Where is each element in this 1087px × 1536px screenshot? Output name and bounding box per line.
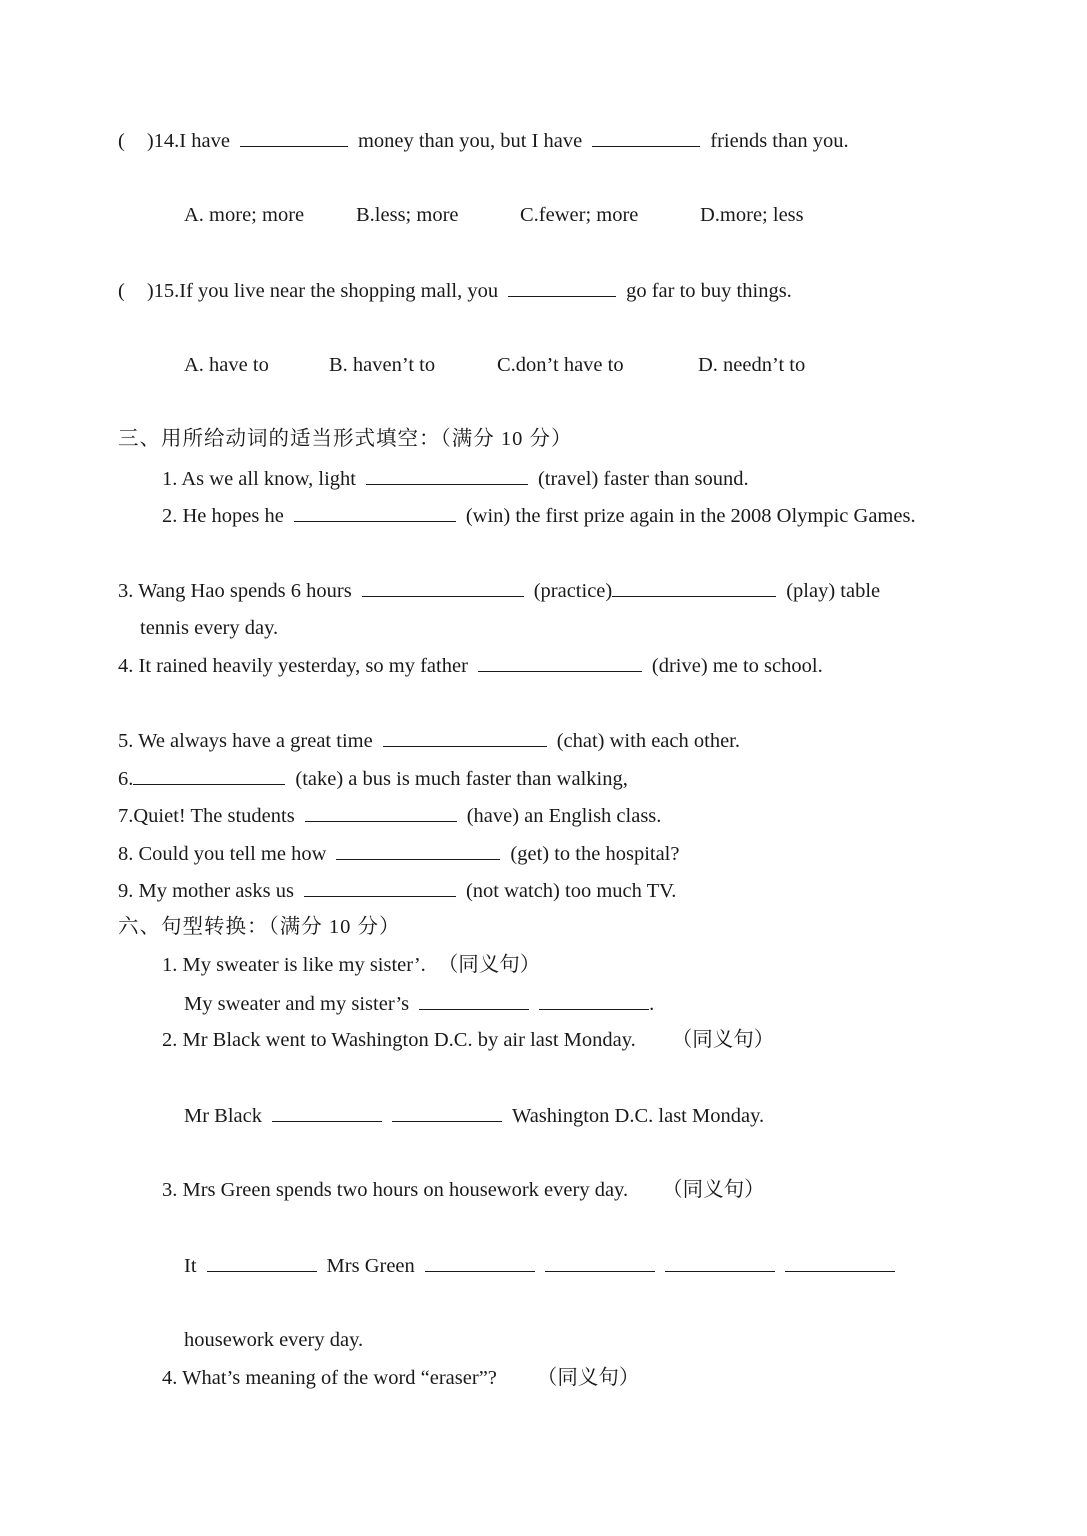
item-tag: （同义句） <box>662 1179 765 1201</box>
item-text: (practice) <box>533 580 613 602</box>
transform-answer-3 <box>184 1253 905 1278</box>
item-text: 8. Could you tell me how <box>118 843 327 865</box>
fill-item-6 <box>118 766 628 791</box>
transform-answer-3-cont: housework every day. <box>184 1329 364 1351</box>
answer-blank[interactable] <box>392 1103 502 1122</box>
item-text: (drive) me to school. <box>651 655 823 677</box>
transform-item-1 <box>162 953 540 977</box>
option-c[interactable]: C.don’t have to <box>497 354 624 376</box>
item-text: 4. What’s meaning of the word “eraser”? <box>162 1367 497 1389</box>
answer-blank[interactable] <box>207 1253 317 1272</box>
item-text: (win) the first prize again in the 2008 Olympic Games. <box>465 505 916 527</box>
question-text: go far to buy things. <box>626 280 792 302</box>
answer-blank[interactable] <box>336 841 500 860</box>
item-text: 2. He hopes he <box>162 505 284 527</box>
item-text: 1. As we all know, light <box>162 468 356 490</box>
item-text: (play) table <box>786 580 881 602</box>
item-text: It <box>184 1255 197 1277</box>
fill-item-8 <box>118 841 679 866</box>
fill-item-1 <box>162 466 749 491</box>
fill-item-3 <box>118 578 880 603</box>
fill-item-9 <box>118 878 676 903</box>
section-6-heading: 六、句型转换：（满分 10 分） <box>118 916 401 938</box>
answer-blank[interactable] <box>612 578 776 597</box>
answer-blank[interactable] <box>133 766 285 785</box>
answer-blank[interactable] <box>383 728 547 747</box>
item-text: 6. <box>118 768 134 790</box>
options-15 <box>184 353 805 377</box>
item-text: (travel) faster than sound. <box>537 468 749 490</box>
answer-blank[interactable] <box>425 1253 535 1272</box>
option-d[interactable]: D.more; less <box>700 204 804 226</box>
answer-blank[interactable] <box>478 653 642 672</box>
item-text: (have) an English class. <box>466 805 662 827</box>
option-c[interactable]: C.fewer; more <box>520 204 639 226</box>
answer-blank[interactable] <box>294 503 456 522</box>
fill-item-5 <box>118 728 740 753</box>
answer-blank[interactable] <box>272 1103 382 1122</box>
item-text: (not watch) too much TV. <box>465 880 677 902</box>
item-tag: （同义句） <box>536 1367 640 1389</box>
transform-item-2 <box>162 1028 774 1052</box>
options-14 <box>184 203 804 227</box>
question-15 <box>118 278 792 303</box>
fill-item-7 <box>118 803 661 828</box>
item-text: (take) a bus is much faster than walking, <box>295 768 628 790</box>
item-tag: （同义句） <box>671 1029 775 1051</box>
item-text: Mrs Green <box>326 1255 415 1277</box>
item-text: 2. Mr Black went to Washington D.C. by air last Monday. <box>162 1029 636 1051</box>
option-a[interactable]: A. more; more <box>184 204 305 226</box>
answer-blank[interactable] <box>366 466 528 485</box>
option-b[interactable]: B.less; more <box>356 204 459 226</box>
section-3-heading: 三、用所给动词的适当形式填空：（满分 10 分） <box>118 428 573 450</box>
item-text: 1. My sweater is like my sister’. <box>162 954 426 976</box>
item-text: Washington D.C. last Monday. <box>512 1105 765 1127</box>
option-b[interactable]: B. haven’t to <box>329 354 436 376</box>
fill-item-2 <box>162 503 916 528</box>
answer-blank[interactable] <box>539 991 649 1010</box>
item-tag: （同义句） <box>437 954 541 976</box>
item-text: 3. Wang Hao spends 6 hours <box>118 580 352 602</box>
question-text: money than you, but I have <box>357 130 583 152</box>
answer-paren: ( <box>118 280 125 302</box>
fill-item-4 <box>118 653 823 678</box>
answer-blank[interactable] <box>240 128 348 147</box>
answer-blank[interactable] <box>665 1253 775 1272</box>
question-text: )14.I have <box>146 130 230 152</box>
item-text: Mr Black <box>184 1105 262 1127</box>
transform-answer-2 <box>184 1103 764 1128</box>
answer-blank[interactable] <box>508 278 616 297</box>
answer-blank[interactable] <box>304 878 456 897</box>
item-text: 3. Mrs Green spends two hours on housework every day. <box>162 1179 629 1201</box>
answer-blank[interactable] <box>419 991 529 1010</box>
answer-blank[interactable] <box>362 578 524 597</box>
transform-item-3 <box>162 1178 765 1202</box>
item-text: (get) to the hospital? <box>510 843 680 865</box>
transform-answer-1 <box>184 991 654 1016</box>
item-text: (chat) with each other. <box>556 730 740 752</box>
answer-blank[interactable] <box>785 1253 895 1272</box>
item-text: 9. My mother asks us <box>118 880 294 902</box>
answer-blank[interactable] <box>545 1253 655 1272</box>
item-text: My sweater and my sister’s <box>184 993 410 1015</box>
option-a[interactable]: A. have to <box>184 354 269 376</box>
question-text: )15.If you live near the shopping mall, you <box>146 280 499 302</box>
question-14 <box>118 128 849 153</box>
transform-item-4 <box>162 1366 639 1390</box>
fill-item-3-cont: tennis every day. <box>140 617 279 639</box>
question-text: friends than you. <box>710 130 849 152</box>
item-text: 5. We always have a great time <box>118 730 373 752</box>
answer-blank[interactable] <box>305 803 457 822</box>
item-text: 7.Quiet! The students <box>118 805 295 827</box>
answer-blank[interactable] <box>592 128 700 147</box>
answer-paren: ( <box>118 130 125 152</box>
item-text: 4. It rained heavily yesterday, so my father <box>118 655 468 677</box>
item-text: . <box>649 993 655 1015</box>
option-d[interactable]: D. needn’t to <box>698 354 806 376</box>
